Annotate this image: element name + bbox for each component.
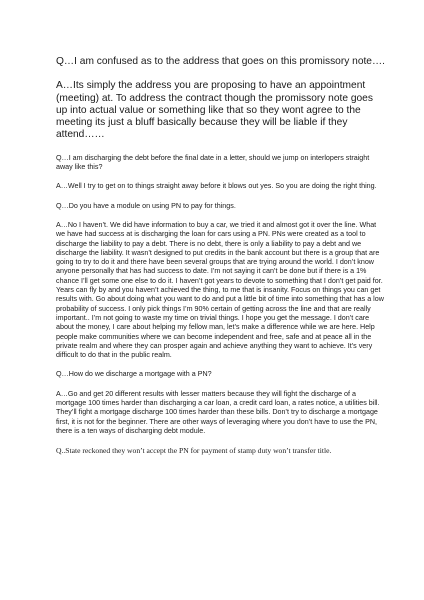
document-page — [56, 56, 386, 456]
answer-discharging-debt: A…Well I try to get on to things straight away before it blows out yes. So you are doing the right thing. — [56, 182, 377, 191]
question-mortgage: Q…How do we discharge a mortgage with a PN? — [56, 370, 212, 379]
question-stamp-duty: Q..State reckoned they won’t accept the PN for payment of stamp duty won’t transfer title. — [56, 446, 332, 456]
question-discharging-debt: Q…I am discharging the debt before the final date in a letter, should we jump on interlopers straight away like this? — [56, 153, 370, 172]
answer-pn-module: A…No I haven’t. We did have information to buy a car, we tried it and almost got it over the line. What we have had success at is discharging the loan for cars using a PN. PNs were created as a tool to discharge the liability to pay a debt. There is no debt, there is only a liability to pay a debt and we discharge the liability. It wasn’t designed to put credits in the bank account but there is a group that are going to try to do it and there have been several groups that are trying around the world. I don’t know anyone personally that has had success to date. I’m not saying it can’t be done but if there is a 1% chance I’ll get some one else to do it. I haven’t got years to devote to something that I don’t get paid for. Years can fly by and you haven’t achieved the thing, to me that is insanity. Focus on things you can get results with. Go about doing what you want to do and put a little bit of time into something that has a low probability of success. I only pick things I’m 90% certain of getting across the line and that are really important.. I’m not going to waste my time on trivial things. I hope you get the message. I don’t care about the money, I care about helping my fellow man, let’s make a difference while we are here. Help people make communities where we can become independent and free, safe and at peace all in the private realm and where they can prosper again and achieve anything they want to achieve. It’s very difficult to do that in the public realm. — [56, 220, 384, 360]
answer-address: A…Its simply the address you are proposing to have an appointment (meeting) at. To address the contract though the promissory note goes up into actual value or something like that so they wont agree to the meeting its just a bluff basically because they will be liable if they attend…… — [56, 80, 373, 141]
question-pn-module: Q…Do you have a module on using PN to pay for things. — [56, 201, 236, 210]
answer-mortgage: A…Go and get 20 different results with lesser matters because they will fight the discharge of a mortgage 100 times harder than discharging a car loan, a credit card loan, a rates notice, a utilities bill. They’ll fight a mortgage discharge 100 times harder than these bills. Don’t try to discharge a mortgage first, it is not for the beginner. There are other ways of leveraging where you don’t have to use the PN, there is a ten ways of discharging debt module. — [56, 389, 380, 435]
question-address: Q…I am confused as to the address that goes on this promissory note…. — [56, 56, 385, 67]
